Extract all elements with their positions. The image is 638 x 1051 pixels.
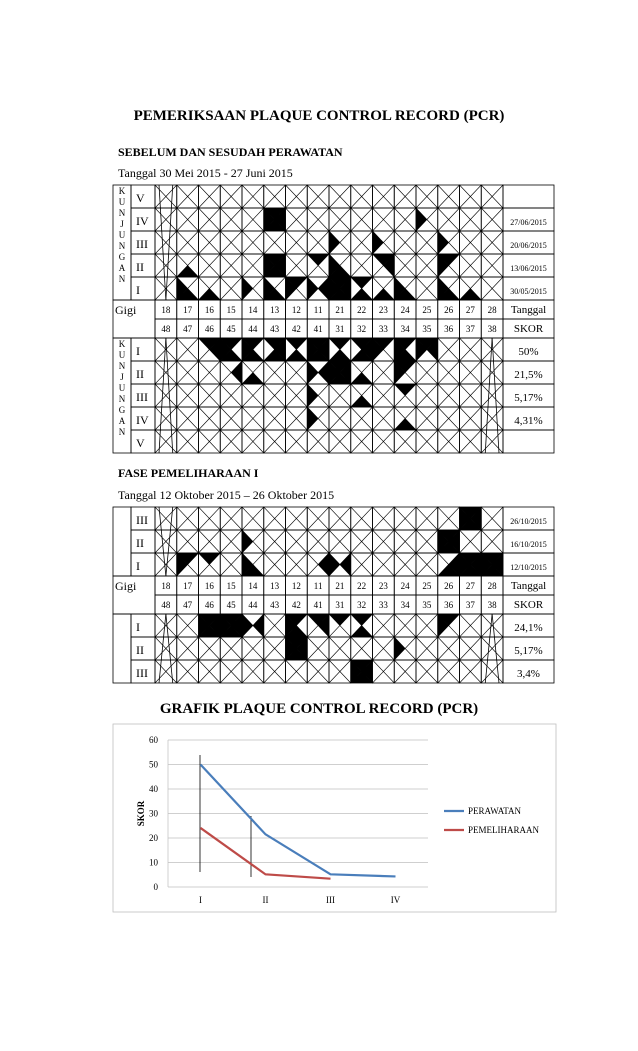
lower-tooth-number: 45 [226,324,236,334]
y-tick-label: 30 [149,808,158,819]
side-letter: K [118,186,126,196]
row-label: I [136,620,140,634]
upper-tooth-number: 14 [248,581,258,591]
x-tick-label: IV [390,895,401,905]
side-letter: U [118,350,126,360]
upper-tooth-number: 24 [400,305,410,315]
lower-tooth-number: 42 [291,600,301,610]
lower-tooth-number: 45 [226,600,236,610]
lower-tooth-number: 31 [335,600,345,610]
y-tick-label: 20 [149,833,158,843]
upper-tooth-number: 24 [400,581,410,591]
upper-tooth-number: 12 [291,305,301,315]
upper-tooth-number: 22 [357,305,367,315]
row-label: III [136,513,148,527]
y-tick-label: 40 [149,784,158,794]
x-tick-label: I [199,895,202,905]
tanggal-label: Tanggal [510,304,547,316]
side-letter: N [118,241,126,251]
lower-tooth-number: 34 [400,600,410,610]
row-label: V [136,191,145,205]
page-title: PEMERIKSAAN PLAQUE CONTROL RECORD (PCR) [133,108,505,124]
lower-tooth-number: 36 [444,324,454,334]
row-label: III [136,390,148,404]
upper-tooth-number: 13 [270,305,280,315]
row-label: V [136,436,145,450]
tanggal-label: Tanggal [510,580,547,592]
row-label: III [136,666,148,680]
lower-tooth-number: 31 [335,324,345,334]
y-tick-label: 10 [149,857,158,868]
side-letter: K [118,339,126,349]
row-date: 16/10/2015 [510,540,547,549]
lower-tooth-number: 43 [270,324,280,334]
side-letter: G [118,405,126,415]
upper-tooth-number: 28 [487,305,497,315]
side-letter: N [118,274,126,284]
y-tick-label: 50 [149,759,158,770]
legend-entry: PERAWATAN [468,806,522,816]
row-score: 5,17% [514,645,543,657]
row-label: I [136,283,140,297]
side-letter: U [118,197,126,207]
side-letter: J [120,219,124,229]
lower-tooth-number: 36 [444,600,454,610]
lower-tooth-number: 34 [400,324,410,334]
y-tick-label: 0 [153,882,158,892]
upper-tooth-number: 17 [183,305,193,315]
row-score: 3,4% [517,668,540,680]
lower-tooth-number: 38 [487,600,497,610]
section1-date-range: Tanggal 30 Mei 2015 - 27 Juni 2015 [118,166,293,180]
row-date: 13/06/2015 [510,264,547,273]
upper-tooth-number: 25 [422,305,432,315]
lower-tooth-number: 47 [183,600,193,610]
side-letter: A [118,416,126,426]
upper-tooth-number: 14 [248,305,258,315]
row-date: 26/10/2015 [510,517,547,526]
section2-heading: FASE PEMELIHARAAN I [118,466,259,480]
lower-tooth-number: 46 [204,600,214,610]
row-date: 12/10/2015 [510,563,547,572]
lower-tooth-number: 41 [313,600,323,610]
section2-date-range: Tanggal 12 Oktober 2015 – 26 Oktober 2015 [118,488,335,502]
row-date: 27/06/2015 [510,218,547,227]
skor-label: SKOR [513,599,544,611]
upper-tooth-number: 16 [204,581,214,591]
upper-tooth-number: 21 [335,581,345,591]
upper-tooth-number: 17 [183,581,193,591]
chart-title: GRAFIK PLAQUE CONTROL RECORD (PCR) [159,701,479,717]
upper-tooth-number: 13 [270,581,280,591]
y-axis-label: SKOR [136,800,146,827]
lower-tooth-number: 44 [248,324,258,334]
side-letter: U [118,230,126,240]
upper-tooth-number: 27 [465,581,475,591]
row-date: 30/05/2015 [510,287,547,296]
row-score: 5,17% [514,392,543,404]
y-tick-label: 60 [149,735,158,745]
lower-tooth-number: 35 [422,324,432,334]
upper-tooth-number: 15 [226,305,236,315]
upper-tooth-number: 23 [378,581,388,591]
side-letter: A [118,263,126,273]
lower-tooth-number: 32 [357,600,367,610]
lower-tooth-number: 43 [270,600,280,610]
lower-tooth-number: 33 [378,600,388,610]
gigi-label: Gigi [115,303,137,317]
upper-tooth-number: 11 [313,581,323,591]
upper-tooth-number: 27 [465,305,475,315]
x-tick-label: III [326,895,335,905]
chart-frame [113,724,556,912]
lower-tooth-number: 37 [465,600,475,610]
upper-tooth-number: 11 [313,305,323,315]
side-letter: J [120,372,124,382]
row-label: III [136,237,148,251]
lower-tooth-number: 44 [248,600,258,610]
row-label: I [136,559,140,573]
lower-tooth-number: 32 [357,324,367,334]
row-label: II [136,643,144,657]
side-letter: N [118,394,126,404]
lower-tooth-number: 48 [161,600,171,610]
lower-tooth-number: 41 [313,324,323,334]
row-score: 50% [518,346,539,358]
side-letter: N [118,427,126,437]
side-letter: G [118,252,126,262]
lower-tooth-number: 37 [465,324,475,334]
upper-tooth-number: 26 [444,581,454,591]
upper-tooth-number: 15 [226,581,236,591]
upper-tooth-number: 18 [161,305,171,315]
lower-tooth-number: 48 [161,324,171,334]
upper-tooth-number: 23 [378,305,388,315]
upper-tooth-number: 16 [204,305,214,315]
side-letter: N [118,208,126,218]
row-label: II [136,260,144,274]
lower-tooth-number: 33 [378,324,388,334]
upper-tooth-number: 12 [291,581,301,591]
lower-tooth-number: 35 [422,600,432,610]
upper-tooth-number: 18 [161,581,171,591]
row-label: IV [136,413,149,427]
row-label: I [136,344,140,358]
lower-tooth-number: 42 [291,324,301,334]
lower-tooth-number: 38 [487,324,497,334]
row-score: 21,5% [514,369,543,381]
row-score: 4,31% [514,415,543,427]
skor-label: SKOR [513,323,544,335]
upper-tooth-number: 25 [422,581,432,591]
upper-tooth-number: 22 [357,581,367,591]
side-letter: U [118,383,126,393]
side-letter: N [118,361,126,371]
row-label: II [136,536,144,550]
row-label: IV [136,214,149,228]
row-score: 24,1% [514,622,543,634]
upper-tooth-number: 26 [444,305,454,315]
lower-tooth-number: 46 [204,324,214,334]
gigi-label: Gigi [115,579,137,593]
legend-entry: PEMELIHARAAN [468,825,539,835]
row-date: 20/06/2015 [510,241,547,250]
x-tick-label: II [262,895,269,905]
lower-tooth-number: 47 [183,324,193,334]
upper-tooth-number: 21 [335,305,345,315]
upper-tooth-number: 28 [487,581,497,591]
section1-heading: SEBELUM DAN SESUDAH PERAWATAN [118,145,343,159]
row-label: II [136,367,144,381]
